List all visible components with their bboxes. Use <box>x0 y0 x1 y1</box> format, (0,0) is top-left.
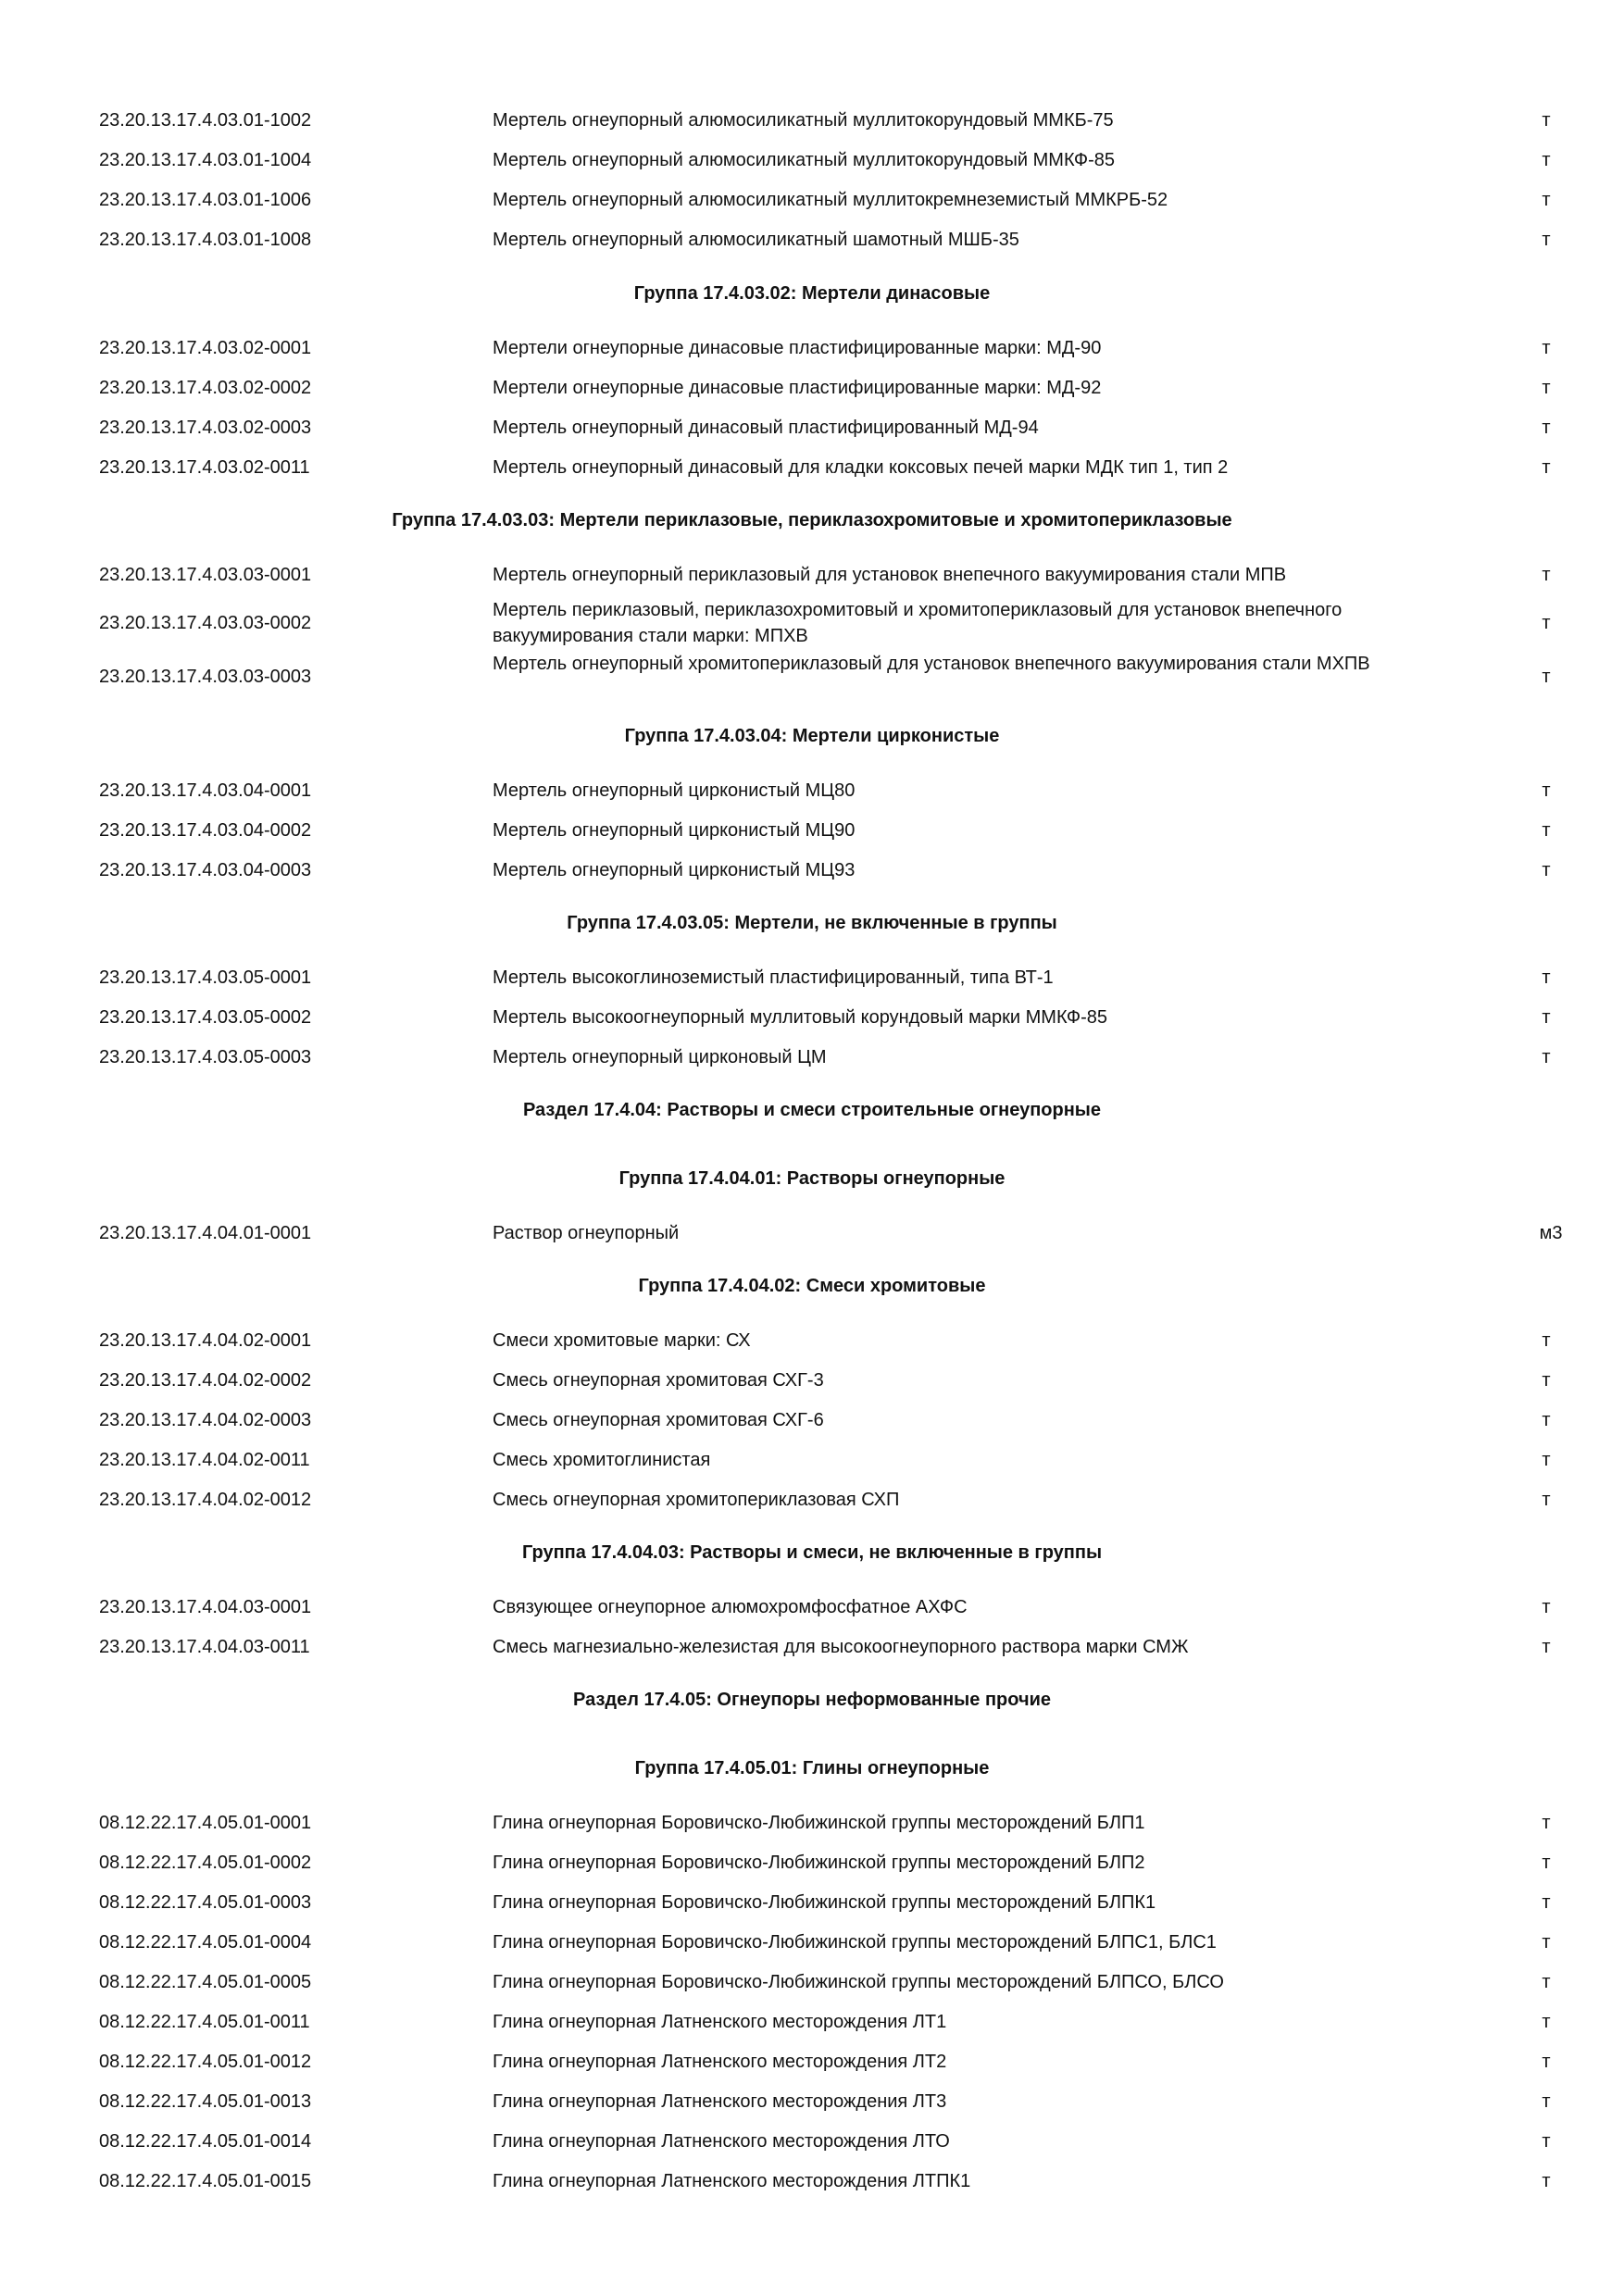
item-code: 08.12.22.17.4.05.01-0011 <box>99 2012 310 2032</box>
item-name: Глина огнеупорная Боровичско-Любижинской группы месторождений БЛПК1 <box>493 1892 1156 1913</box>
item-code: 23.20.13.17.4.04.02-0001 <box>99 1330 312 1351</box>
item-unit: т <box>1542 1370 1551 1391</box>
item-name: Глина огнеупорная Латненского месторождения ЛТ2 <box>493 2052 947 2072</box>
group-heading: Группа 17.4.04.03: Растворы и смеси, не включенные в группы <box>521 1542 1103 1563</box>
item-unit: т <box>1542 820 1551 841</box>
item-code: 23.20.13.17.4.03.01-1006 <box>99 190 312 210</box>
group-heading: Группа 17.4.04.01: Растворы огнеупорные <box>618 1168 1006 1189</box>
item-name: Мертель огнеупорный динасовый пластифицированный МД-94 <box>493 418 1039 438</box>
item-code: 23.20.13.17.4.03.01-1004 <box>99 150 312 170</box>
item-unit: т <box>1542 110 1551 131</box>
item-code: 23.20.13.17.4.04.02-0012 <box>99 1490 312 1510</box>
item-code: 23.20.13.17.4.03.03-0002 <box>99 613 312 633</box>
item-name: Смесь огнеупорная хромитовая СХГ-3 <box>493 1370 824 1391</box>
item-unit: т <box>1542 780 1551 801</box>
item-code: 23.20.13.17.4.04.03-0011 <box>99 1637 310 1657</box>
item-code: 23.20.13.17.4.03.02-0002 <box>99 378 312 398</box>
item-unit: т <box>1542 457 1551 478</box>
item-code: 23.20.13.17.4.04.02-0003 <box>99 1410 312 1430</box>
item-name: Мертель огнеупорный алюмосиликатный муллитокорундовый ММКБ-75 <box>493 110 1114 131</box>
item-unit: т <box>1542 150 1551 170</box>
item-code: 23.20.13.17.4.03.01-1008 <box>99 230 312 250</box>
item-unit: т <box>1542 613 1551 633</box>
item-code: 23.20.13.17.4.03.02-0001 <box>99 338 312 358</box>
item-code: 08.12.22.17.4.05.01-0003 <box>99 1892 312 1913</box>
item-name: Мертель огнеупорный периклазовый для установок внепечного вакуумирования стали МПВ <box>493 565 1287 585</box>
item-name: Смесь огнеупорная хромитовая СХГ-6 <box>493 1410 824 1430</box>
item-name: Мертель высокоогнеупорный муллитовый корундовый марки ММКФ-85 <box>493 1007 1108 1028</box>
item-unit: т <box>1542 667 1551 687</box>
item-code: 23.20.13.17.4.03.05-0003 <box>99 1047 312 1067</box>
section-heading: Раздел 17.4.04: Растворы и смеси строительные огнеупорные <box>522 1100 1102 1120</box>
item-unit: т <box>1542 1892 1551 1913</box>
item-unit: т <box>1542 230 1551 250</box>
item-code: 08.12.22.17.4.05.01-0013 <box>99 2091 312 2112</box>
item-name: Глина огнеупорная Латненского месторождения ЛТ1 <box>493 2012 947 2032</box>
item-code: 23.20.13.17.4.03.01-1002 <box>99 110 312 131</box>
item-unit: т <box>1542 2091 1551 2112</box>
group-heading: Группа 17.4.05.01: Глины огнеупорные <box>634 1758 990 1778</box>
group-heading: Группа 17.4.03.03: Мертели периклазовые, периклазохромитовые и хромитопериклазовые <box>392 510 1232 530</box>
item-name: Мертель огнеупорный цирконистый МЦ93 <box>493 860 856 880</box>
item-unit: т <box>1542 1490 1551 1510</box>
item-unit: т <box>1542 1410 1551 1430</box>
item-unit: т <box>1542 1932 1551 1953</box>
item-name: Мертель огнеупорный хромитопериклазовый для установок внепечного вакуумирования стали МХПВ <box>493 654 1370 674</box>
item-code: 23.20.13.17.4.03.04-0002 <box>99 820 312 841</box>
item-name: Глина огнеупорная Латненского месторождения ЛТО <box>493 2131 950 2152</box>
item-name: Глина огнеупорная Боровичско-Любижинской группы месторождений БЛПСО, БЛСО <box>493 1972 1224 1992</box>
item-unit: т <box>1542 967 1551 988</box>
item-code: 23.20.13.17.4.04.03-0001 <box>99 1597 312 1617</box>
item-name: Мертель огнеупорный цирконовый ЦМ <box>493 1047 827 1067</box>
item-unit: т <box>1542 338 1551 358</box>
item-unit: т <box>1542 1853 1551 1873</box>
item-name: Смесь огнеупорная хромитопериклазовая СХП <box>493 1490 900 1510</box>
item-unit: т <box>1542 1007 1551 1028</box>
item-code: 08.12.22.17.4.05.01-0002 <box>99 1853 312 1873</box>
item-code: 08.12.22.17.4.05.01-0001 <box>99 1813 312 1833</box>
item-code: 08.12.22.17.4.05.01-0014 <box>99 2131 312 2152</box>
item-unit: т <box>1542 2171 1551 2191</box>
item-code: 08.12.22.17.4.05.01-0004 <box>99 1932 312 1953</box>
item-unit: т <box>1542 1813 1551 1833</box>
group-heading: Группа 17.4.04.02: Смеси хромитовые <box>638 1276 986 1296</box>
item-name: Глина огнеупорная Боровичско-Любижинской группы месторождений БЛПС1, БЛС1 <box>493 1932 1217 1953</box>
item-code: 23.20.13.17.4.04.01-0001 <box>99 1223 312 1243</box>
item-code: 08.12.22.17.4.05.01-0005 <box>99 1972 312 1992</box>
item-unit: м3 <box>1539 1223 1563 1243</box>
item-unit: т <box>1542 2052 1551 2072</box>
item-unit: т <box>1542 2012 1551 2032</box>
item-name: Мертель огнеупорный цирконистый МЦ90 <box>493 820 856 841</box>
item-name: Смесь хромитоглинистая <box>493 1450 711 1470</box>
item-name: Мертель огнеупорный алюмосиликатный шамотный МШБ-35 <box>493 230 1019 250</box>
item-code: 23.20.13.17.4.03.04-0003 <box>99 860 312 880</box>
item-unit: т <box>1542 1047 1551 1067</box>
item-code: 08.12.22.17.4.05.01-0015 <box>99 2171 312 2191</box>
item-name: Мертели огнеупорные динасовые пластифицированные марки: МД-92 <box>493 378 1102 398</box>
item-unit: т <box>1542 1972 1551 1992</box>
item-name: Раствор огнеупорный <box>493 1223 680 1243</box>
item-name: Глина огнеупорная Латненского месторождения ЛТ3 <box>493 2091 947 2112</box>
item-unit: т <box>1542 1637 1551 1657</box>
item-name: Мертель огнеупорный цирконистый МЦ80 <box>493 780 856 801</box>
item-name: Глина огнеупорная Боровичско-Любижинской группы месторождений БЛП1 <box>493 1813 1145 1833</box>
item-unit: т <box>1542 2131 1551 2152</box>
item-unit: т <box>1542 1450 1551 1470</box>
item-name: Мертель огнеупорный алюмосиликатный муллитокорундовый ММКФ-85 <box>493 150 1116 170</box>
item-unit: т <box>1542 860 1551 880</box>
item-name: Смеси хромитовые марки: СХ <box>493 1330 751 1351</box>
item-name: Мертель высокоглиноземистый пластифицированный, типа ВТ-1 <box>493 967 1054 988</box>
item-name: Связующее огнеупорное алюмохромфосфатное АХФС <box>493 1597 968 1617</box>
item-code: 23.20.13.17.4.03.03-0003 <box>99 667 312 687</box>
item-code: 23.20.13.17.4.03.04-0001 <box>99 780 312 801</box>
item-code: 23.20.13.17.4.03.05-0001 <box>99 967 312 988</box>
item-name: Глина огнеупорная Боровичско-Любижинской группы месторождений БЛП2 <box>493 1853 1145 1873</box>
item-code: 23.20.13.17.4.04.02-0011 <box>99 1450 310 1470</box>
group-heading: Группа 17.4.03.02: Мертели динасовые <box>633 283 991 304</box>
item-code: 23.20.13.17.4.03.02-0011 <box>99 457 310 478</box>
item-code: 23.20.13.17.4.04.02-0002 <box>99 1370 312 1391</box>
item-unit: т <box>1542 1330 1551 1351</box>
section-heading: Раздел 17.4.05: Огнеупоры неформованные прочие <box>573 1690 1051 1710</box>
item-name: Смесь магнезиально-железистая для высокоогнеупорного раствора марки СМЖ <box>493 1637 1189 1657</box>
item-code: 23.20.13.17.4.03.03-0001 <box>99 565 312 585</box>
item-code: 23.20.13.17.4.03.05-0002 <box>99 1007 312 1028</box>
item-name: Мертель огнеупорный алюмосиликатный муллитокремнеземистый ММКРБ-52 <box>493 190 1168 210</box>
item-unit: т <box>1542 378 1551 398</box>
group-heading: Группа 17.4.03.04: Мертели цирконистые <box>624 726 1000 746</box>
item-name: Мертели огнеупорные динасовые пластифицированные марки: МД-90 <box>493 338 1102 358</box>
item-unit: т <box>1542 418 1551 438</box>
item-name: Мертель периклазовый, периклазохромитовый и хромитопериклазовый для установок внепечного вакуумирования стали марки: МПХВ <box>493 600 1343 646</box>
item-name: Мертель огнеупорный динасовый для кладки коксовых печей марки МДК тип 1, тип 2 <box>493 457 1229 478</box>
item-unit: т <box>1542 1597 1551 1617</box>
group-heading: Группа 17.4.03.05: Мертели, не включенные в группы <box>567 913 1057 933</box>
item-code: 08.12.22.17.4.05.01-0012 <box>99 2052 312 2072</box>
item-code: 23.20.13.17.4.03.02-0003 <box>99 418 312 438</box>
item-unit: т <box>1542 565 1551 585</box>
item-unit: т <box>1542 190 1551 210</box>
item-name: Глина огнеупорная Латненского месторождения ЛТПК1 <box>493 2171 971 2191</box>
